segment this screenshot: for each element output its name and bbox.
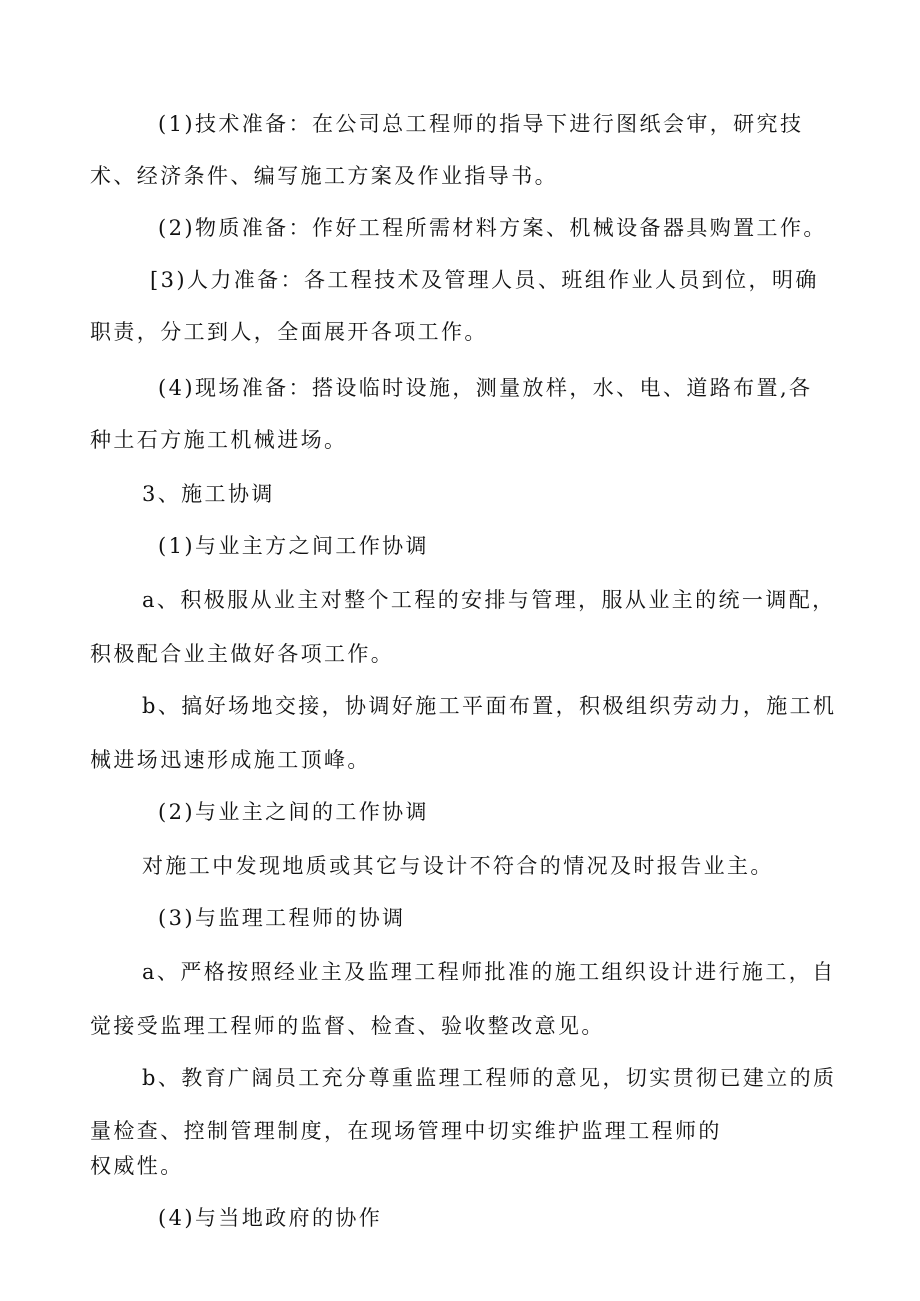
- item-b-supervisor-line-3: 权威性。: [90, 1154, 184, 1178]
- geology-report-line: 对施工中发现地质或其它与设计不符合的情况及时报告业主。: [142, 854, 774, 878]
- tech-prep-line-2: 术、经济条件、编写施工方案及作业指导书。: [90, 164, 558, 188]
- site-prep-line-2: 种土石方施工机械进场。: [90, 428, 348, 452]
- manpower-prep-line-1: [3)人力准备：各工程技术及管理人员、班组作业人员到位，明确: [150, 268, 819, 292]
- material-prep-line: (2)物质准备：作好工程所需材料方案、机械设备器具购置工作。: [158, 216, 827, 240]
- subheading-owner: (2)与业主之间的工作协调: [158, 800, 429, 824]
- item-a-supervisor-line-2: 觉接受监理工程师的监督、检查、验收整改意见。: [90, 1014, 605, 1038]
- manpower-prep-line-2: 职责，分工到人，全面展开各项工作。: [90, 320, 488, 344]
- section-heading-coordination: 3、施工协调: [142, 482, 275, 506]
- item-b-owner-line-1: b、搞好场地交接，协调好施工平面布置，积极组织劳动力，施工机: [142, 694, 837, 718]
- item-b-supervisor-line-1: b、教育广阔员工充分尊重监理工程师的意见，切实贯彻已建立的质: [142, 1066, 837, 1090]
- item-a-supervisor-line-1: a、严格按照经业主及监理工程师批准的施工组织设计进行施工，自: [142, 960, 836, 984]
- item-b-supervisor-line-2: 量检查、控制管理制度，在现场管理中切实维护监理工程师的: [90, 1119, 722, 1143]
- subheading-local-government: (4)与当地政府的协作: [158, 1206, 383, 1230]
- subheading-owner-side: (1)与业主方之间工作协调: [158, 534, 429, 558]
- tech-prep-line-1: (1)技术准备：在公司总工程师的指导下进行图纸会审，研究技: [158, 112, 804, 136]
- item-a-owner-line-2: 积极配合业主做好各项工作。: [90, 642, 395, 666]
- site-prep-line-1: (4)现场准备：搭设临时设施，测量放样，水、电、道路布置,各: [158, 376, 813, 400]
- subheading-supervisor: (3)与监理工程师的协调: [158, 906, 406, 930]
- item-b-owner-line-2: 械进场迅速形成施工顶峰。: [90, 748, 371, 772]
- item-a-owner-line-1: a、积极服从业主对整个工程的安排与管理，服从业主的统一调配，: [142, 588, 836, 612]
